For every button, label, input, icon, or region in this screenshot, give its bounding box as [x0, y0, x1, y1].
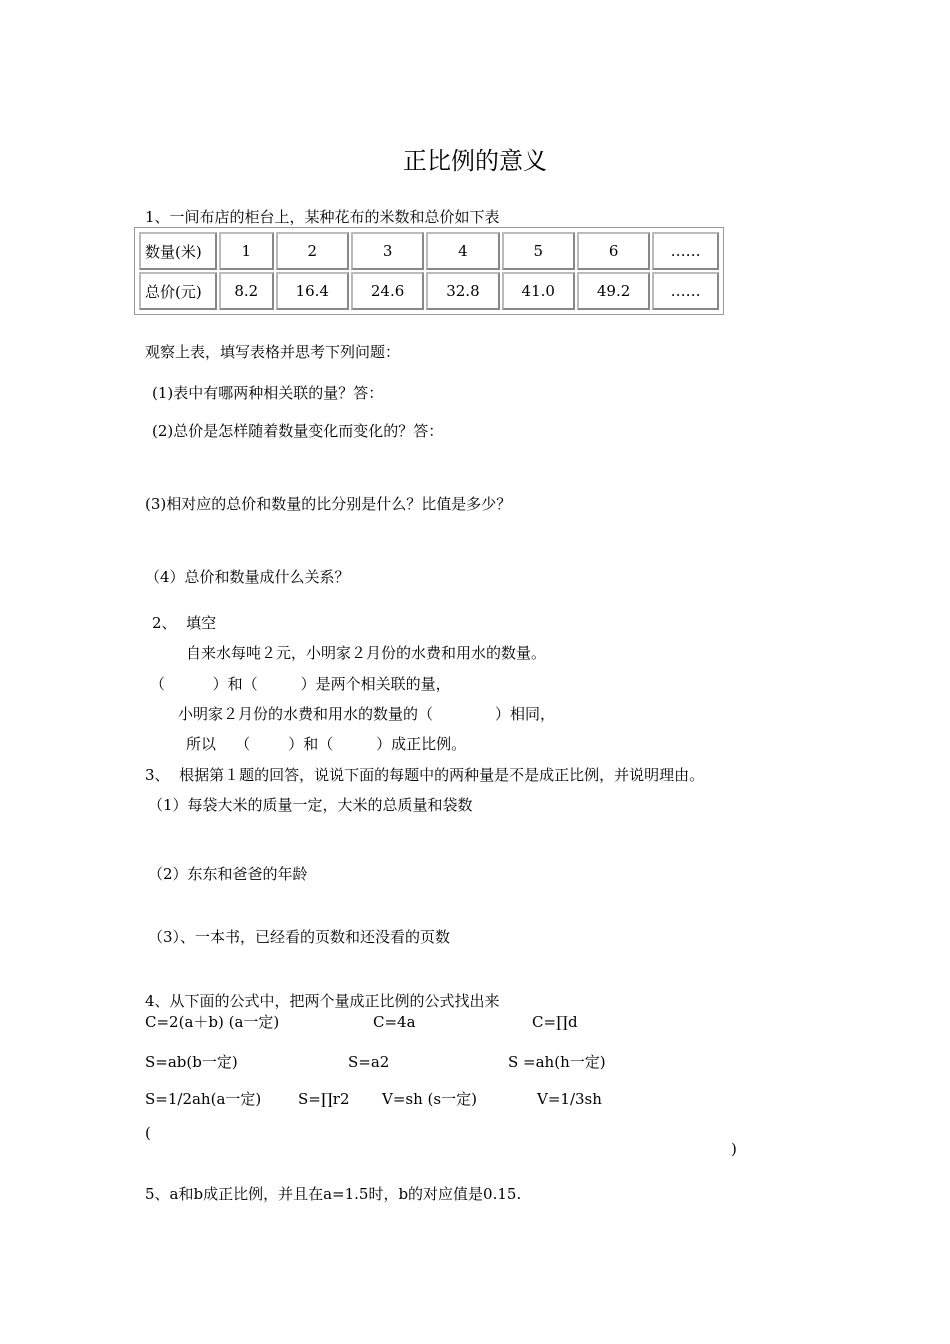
table-cell: 2 [276, 232, 349, 270]
table-row-quantity [139, 232, 719, 270]
question-3-heading: 3、 根据第１题的回答，说说下面的每题中的两种量是不是成正比例，并说明理由。 [145, 766, 705, 784]
question-1-sub-2: (2)总价是怎样随着数量变化而变化的？答： [152, 422, 444, 440]
table-cell: …… [652, 232, 719, 270]
table-cell: 16.4 [276, 272, 349, 310]
table-cell: 4 [426, 232, 499, 270]
question-3-sub-2: （2）东东和爸爸的年龄 [148, 865, 308, 883]
table-cell: …… [652, 272, 719, 310]
answer-close-paren: ) [731, 1140, 737, 1158]
question-1-sub-4: （4）总价和数量成什么关系？ [145, 568, 350, 586]
question-2-heading: 2、 填空 [152, 614, 217, 632]
question-4-heading: 4、从下面的公式中，把两个量成正比例的公式找出来 [145, 992, 500, 1010]
formula: S=a2 [348, 1053, 390, 1071]
question-3-sub-3: （3）、一本书，已经看的页数和还没看的页数 [148, 928, 451, 946]
formula: S=1/2ah(a一定) [145, 1090, 262, 1108]
table-cell: 41.0 [502, 272, 575, 310]
table-cell: 5 [502, 232, 575, 270]
observe-instruction: 观察上表，填写表格并思考下列问题： [145, 343, 401, 361]
table-cell: 8.2 [219, 272, 274, 310]
question-1-intro: 1、一间布店的柜台上，某种花布的米数和总价如下表 [145, 208, 500, 226]
answer-open-paren: ( [145, 1124, 151, 1142]
question-3-sub-1: （1）每袋大米的质量一定，大米的总质量和袋数 [148, 796, 473, 814]
formula: S =ah(h一定) [508, 1053, 606, 1071]
formula: V=sh (s一定) [382, 1090, 477, 1108]
formula: C=4a [373, 1013, 416, 1031]
question-2-line-4: 所以 （ ）和（ ）成正比例。 [186, 735, 467, 753]
row-header-quantity: 数量(米) [139, 232, 217, 270]
table-cell: 3 [351, 232, 424, 270]
formula: S=∏r2 [298, 1090, 350, 1108]
question-2-line-3: 小明家２月份的水费和用水的数量的（ ）相同， [178, 705, 555, 723]
formula: C=∏d [532, 1013, 578, 1031]
question-2-line-1: 自来水每吨２元，小明家２月份的水费和用水的数量。 [186, 644, 547, 662]
formula: S=ab(b一定) [145, 1053, 238, 1071]
formula: C=2(a＋b) (a一定) [145, 1013, 280, 1031]
table-cell: 24.6 [351, 272, 424, 310]
question-1-sub-3: (3)相对应的总价和数量的比分别是什么？比值是多少？ [145, 495, 512, 513]
table-cell: 49.2 [577, 272, 650, 310]
price-table [134, 227, 724, 315]
table-row-price [139, 272, 719, 310]
page-title: 正比例的意义 [403, 147, 547, 175]
question-5-text: 5、a和b成正比例，并且在a=1.5时，b的对应值是0.15. [145, 1185, 522, 1203]
formula: V=1/3sh [537, 1090, 602, 1108]
question-2-line-2: （ ）和（ ）是两个相关联的量， [150, 675, 451, 693]
table-cell: 1 [219, 232, 274, 270]
row-header-price: 总价(元) [139, 272, 217, 310]
table-cell: 32.8 [426, 272, 499, 310]
question-1-sub-1: (1)表中有哪两种相关联的量？答： [152, 384, 384, 402]
table-cell: 6 [577, 232, 650, 270]
